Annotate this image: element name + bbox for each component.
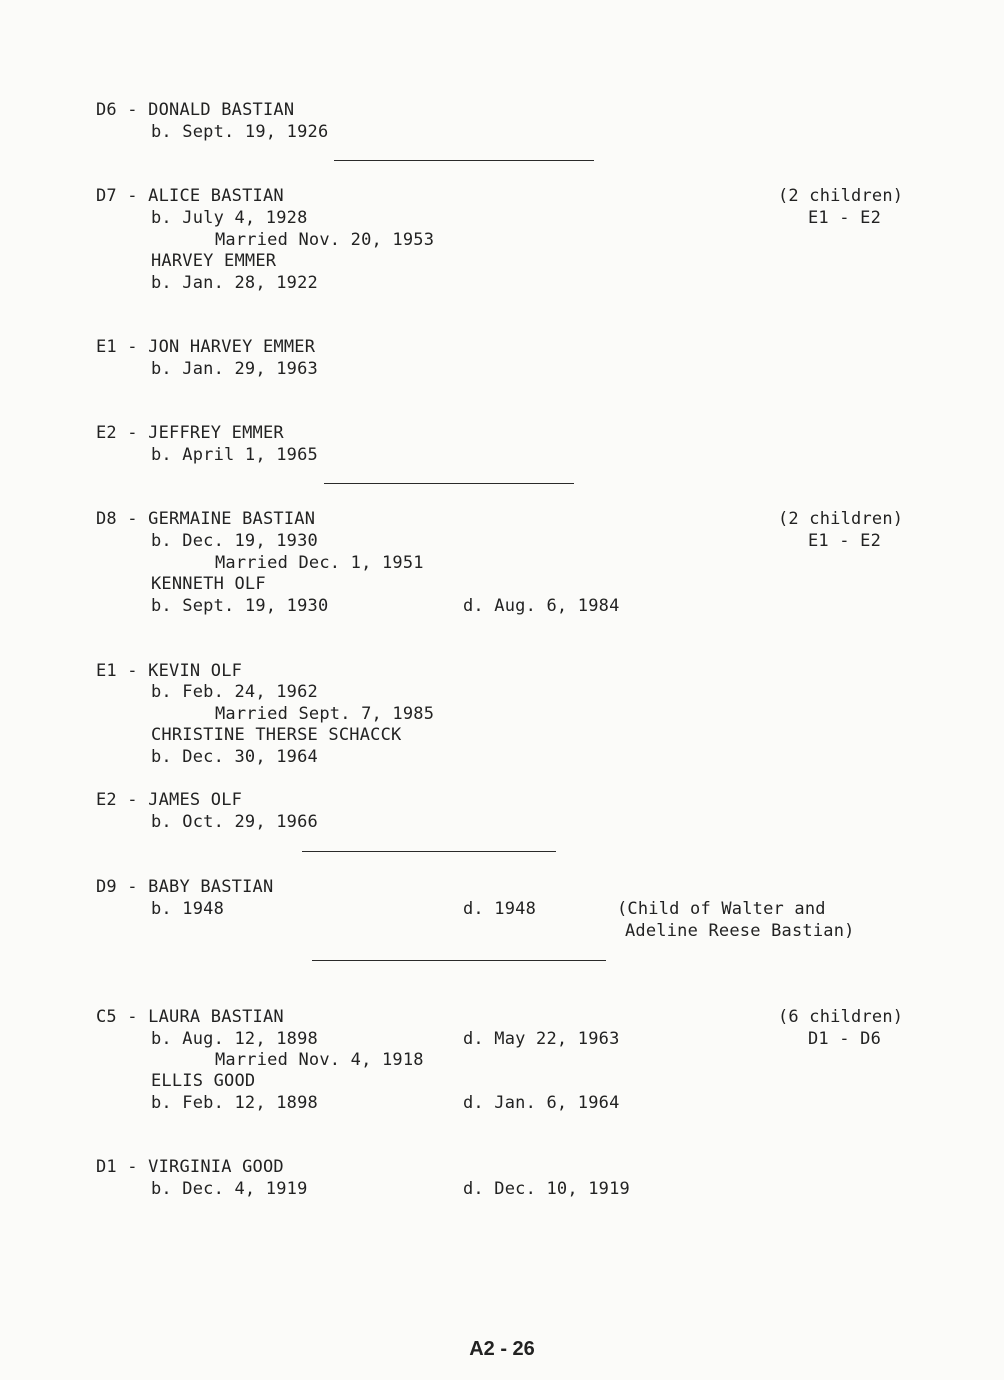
section-divider <box>324 483 574 484</box>
entry-d1-good-died: d. Dec. 10, 1919 <box>463 1179 630 1199</box>
entry-e1-olf-spouse: CHRISTINE THERSE SCHACCK <box>151 725 402 745</box>
entry-d8-children-range: E1 - E2 <box>808 531 882 551</box>
entry-d8-heading: D8 - GERMAINE BASTIAN <box>96 509 316 529</box>
entry-d1-good-heading: D1 - VIRGINIA GOOD <box>96 1157 284 1177</box>
entry-d6-born: b. Sept. 19, 1926 <box>151 122 329 142</box>
entry-e1-olf-born: b. Feb. 24, 1962 <box>151 682 318 702</box>
entry-d7-born: b. July 4, 1928 <box>151 208 308 228</box>
entry-d9-died: d. 1948 <box>463 899 537 919</box>
section-divider <box>302 851 556 852</box>
entry-c5-spouse: ELLIS GOOD <box>151 1071 256 1091</box>
entry-d7-spouse-born: b. Jan. 28, 1922 <box>151 273 318 293</box>
entry-c5-died: d. May 22, 1963 <box>463 1029 620 1049</box>
entry-d7-heading: D7 - ALICE BASTIAN <box>96 186 284 206</box>
entry-e1-olf-heading: E1 - KEVIN OLF <box>96 661 243 681</box>
entry-e2-emmer-born: b. April 1, 1965 <box>151 445 318 465</box>
entry-c5-heading: C5 - LAURA BASTIAN <box>96 1007 284 1027</box>
entry-e1-olf-spouse-born: b. Dec. 30, 1964 <box>151 747 318 767</box>
entry-e1-emmer-heading: E1 - JON HARVEY EMMER <box>96 337 316 357</box>
entry-d7-spouse: HARVEY EMMER <box>151 251 277 271</box>
section-divider <box>334 160 594 161</box>
entry-c5-married: Married Nov. 4, 1918 <box>215 1050 424 1070</box>
entry-d7-married: Married Nov. 20, 1953 <box>215 230 435 250</box>
entry-e1-emmer-born: b. Jan. 29, 1963 <box>151 359 318 379</box>
entry-d9-note-line1: (Child of Walter and <box>617 899 826 919</box>
entry-d8-born: b. Dec. 19, 1930 <box>151 531 318 551</box>
page-number: A2 - 26 <box>469 1338 535 1360</box>
entry-c5-children-range: D1 - D6 <box>808 1029 882 1049</box>
entry-c5-born: b. Aug. 12, 1898 <box>151 1029 318 1049</box>
section-divider <box>312 960 606 961</box>
entry-c5-children: (6 children) <box>778 1007 904 1027</box>
entry-d8-children: (2 children) <box>778 509 904 529</box>
entry-e1-olf-married: Married Sept. 7, 1985 <box>215 704 435 724</box>
entry-c5-spouse-born: b. Feb. 12, 1898 <box>151 1093 318 1113</box>
entry-d7-children-range: E1 - E2 <box>808 208 882 228</box>
entry-d9-born: b. 1948 <box>151 899 225 919</box>
entry-d6-heading: D6 - DONALD BASTIAN <box>96 100 295 120</box>
entry-d8-spouse-born: b. Sept. 19, 1930 <box>151 596 329 616</box>
entry-d8-spouse-died: d. Aug. 6, 1984 <box>463 596 620 616</box>
entry-e2-olf-heading: E2 - JAMES OLF <box>96 790 243 810</box>
entry-d9-note-line2: Adeline Reese Bastian) <box>625 921 855 941</box>
entry-d9-heading: D9 - BABY BASTIAN <box>96 877 274 897</box>
entry-e2-olf-born: b. Oct. 29, 1966 <box>151 812 318 832</box>
entry-d8-spouse: KENNETH OLF <box>151 574 266 594</box>
entry-d8-married: Married Dec. 1, 1951 <box>215 553 424 573</box>
entry-d7-children: (2 children) <box>778 186 904 206</box>
entry-d1-good-born: b. Dec. 4, 1919 <box>151 1179 308 1199</box>
entry-e2-emmer-heading: E2 - JEFFREY EMMER <box>96 423 284 443</box>
entry-c5-spouse-died: d. Jan. 6, 1964 <box>463 1093 620 1113</box>
